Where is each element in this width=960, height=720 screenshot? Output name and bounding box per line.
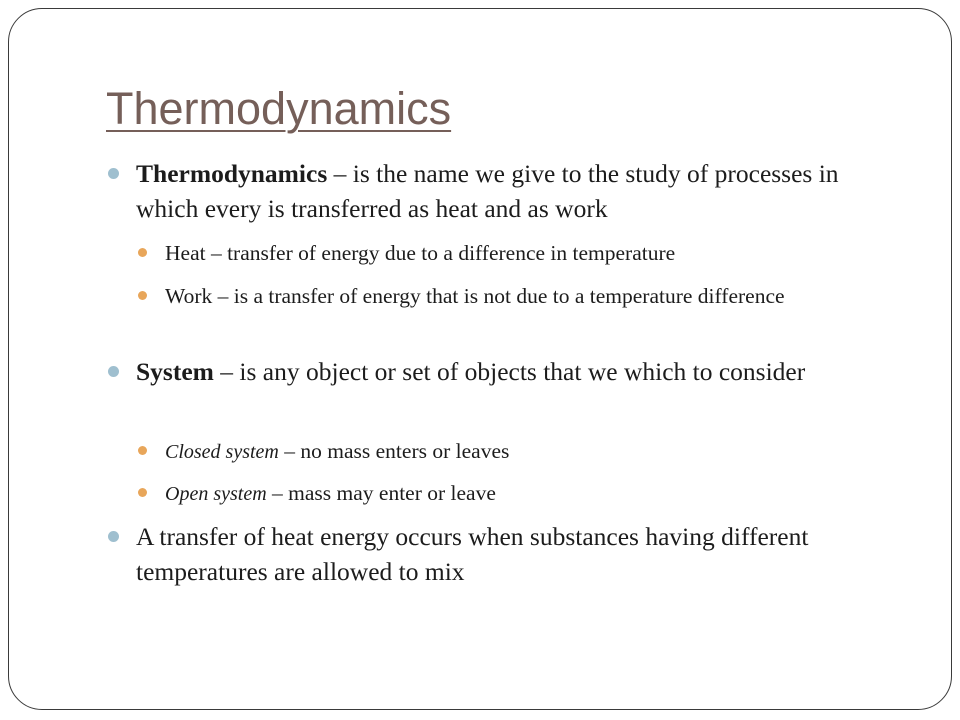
sub-bullet-dot-icon — [138, 248, 147, 257]
sub-bullet-closed-system — [165, 436, 885, 467]
bullet-text: – is the name we give to the study of processes in which every is transferred as heat and as work — [136, 159, 839, 223]
bullet-dot-icon — [108, 531, 119, 542]
sub-bullet-dot-icon — [138, 446, 147, 455]
slide-title: Thermodynamics — [106, 83, 452, 134]
bullet-heat-transfer: A transfer of heat energy occurs when substances having different temperatures are allowed to mix — [136, 522, 809, 586]
sub-bullet-dot-icon — [138, 291, 147, 300]
sub-bullet-text: – no mass enters or leaves — [278, 439, 510, 463]
sub-bullet-term: Closed system — [165, 441, 279, 463]
bullet-term: System — [136, 357, 214, 386]
sub-bullet-work: Work – is a transfer of energy that is not due to a temperature difference — [165, 284, 785, 308]
bullet-term: Thermodynamics — [136, 159, 328, 188]
bullet-system — [136, 354, 872, 389]
sub-bullet-open-system — [165, 478, 885, 509]
sub-bullet-heat: Heat – transfer of energy due to a difference in temperature — [165, 241, 676, 265]
bullet-dot-icon — [108, 168, 119, 179]
bullet-dot-icon — [108, 366, 119, 377]
bullet-text: – is any object or set of objects that we which to consider — [213, 357, 806, 386]
sub-bullet-text: – mass may enter or leave — [266, 481, 496, 505]
bullet-thermodynamics — [136, 156, 872, 226]
sub-bullet-dot-icon — [138, 488, 147, 497]
sub-bullet-term: Open system — [165, 483, 267, 505]
